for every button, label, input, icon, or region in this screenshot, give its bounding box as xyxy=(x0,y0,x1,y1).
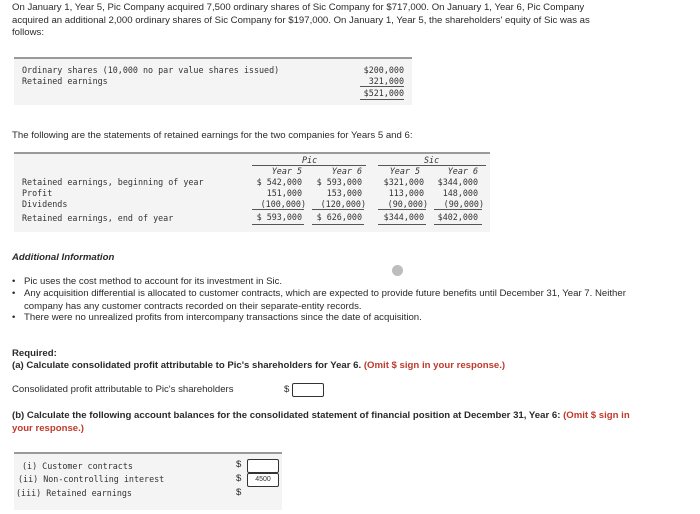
required-title: Required: xyxy=(12,348,57,359)
col-header-year: Year 6 xyxy=(331,166,362,176)
subtotal-rule xyxy=(312,209,364,210)
table-cell: 148,000 xyxy=(442,188,478,198)
part-a-label: Consolidated profit attributable to Pic's shareholders xyxy=(12,384,234,395)
part-b-item-label: (iii) Retained earnings xyxy=(16,488,132,498)
re-intro: The following are the statements of retained earnings for the two companies for Years 5 and 6: xyxy=(12,130,413,141)
equity-total: $521,000 xyxy=(363,88,404,98)
col-header-pic: Pic xyxy=(302,155,318,165)
info-bullet: Pic uses the cost method to account for its investment in Sic. xyxy=(24,276,283,287)
table-row-label: Dividends xyxy=(22,199,68,209)
bullet-marker: • xyxy=(12,276,16,287)
table-cell: $ 593,000 xyxy=(256,212,302,222)
subtotal-rule xyxy=(434,209,482,210)
subtotal-rule xyxy=(252,209,304,210)
equity-total-double-rule xyxy=(360,99,404,100)
intro-paragraph: On January 1, Year 5, Pic Company acquired 7,500 ordinary shares of Sic Company for $717,000. On January 1, Year 6, Pic Company acquired an additional 2,000 ordinary shares of Sic Company for $197,000. On January 1, Year 5, the shareholders' equity of Sic was as follows: xyxy=(12,2,590,39)
table-cell: (90,000) xyxy=(443,199,484,209)
part-b-item-label: (ii) Non-controlling interest xyxy=(18,474,165,484)
info-bullet: Any acquisition differential is allocated to customer contracts, which are expected to provide future benefits until December 31, Year 7. Neither company has any customer contracts recorded on their separate-entity records. xyxy=(24,288,626,312)
bullet-marker: • xyxy=(12,288,16,299)
equity-row-value: $200,000 xyxy=(363,65,404,75)
table-cell: $321,000 xyxy=(383,177,424,187)
part-a-question: (a) Calculate consolidated profit attributable to Pic's shareholders for Year 6. (Omit $ sign in your response.) xyxy=(12,360,506,371)
scroll-indicator-dot xyxy=(392,265,403,276)
part-b-item-label: (i) Customer contracts xyxy=(22,461,133,471)
table-cell: (90,000) xyxy=(387,199,428,209)
equity-row-value: 321,000 xyxy=(368,76,404,86)
equity-row-label: Ordinary shares (10,000 no par value shares issued) xyxy=(22,65,280,75)
col-header-year: Year 5 xyxy=(389,166,420,176)
omit-sign-note: (Omit $ sign in your response.) xyxy=(12,410,630,434)
table-cell: $ 542,000 xyxy=(256,177,302,187)
bullet-marker: • xyxy=(12,312,16,323)
equity-total-rule xyxy=(360,86,404,87)
total-double-rule xyxy=(252,224,304,225)
equity-row-label: Retained earnings xyxy=(22,76,108,86)
subtotal-rule xyxy=(378,209,426,210)
col-header-year: Year 6 xyxy=(447,166,478,176)
omit-sign-note: (Omit $ sign in your response.) xyxy=(363,360,506,371)
table-cell: 113,000 xyxy=(388,188,424,198)
table-cell: $ 593,000 xyxy=(316,177,362,187)
total-double-rule xyxy=(434,224,482,225)
total-double-rule xyxy=(312,224,364,225)
col-header-sic: Sic xyxy=(424,155,440,165)
currency-sign: $ xyxy=(284,384,290,395)
currency-sign: $ xyxy=(236,487,242,498)
part-b-question: (b) Calculate the following account balances for the consolidated statement of financial position at December 31, Year 6: (Omit $ sign in your response.) xyxy=(12,410,630,434)
col-header-year: Year 5 xyxy=(271,166,302,176)
table-cell: (120,000) xyxy=(320,199,366,209)
table-cell: 151,000 xyxy=(266,188,302,198)
customer-contracts-input[interactable] xyxy=(247,459,279,473)
table-cell: $344,000 xyxy=(437,177,478,187)
table-cell: $402,000 xyxy=(437,212,478,222)
currency-sign: $ xyxy=(236,473,242,484)
table-cell: $ 626,000 xyxy=(316,212,362,222)
non-controlling-interest-input[interactable]: 4500 xyxy=(247,473,279,487)
table-cell: 153,000 xyxy=(326,188,362,198)
table-cell: (100,000) xyxy=(260,199,306,209)
table-row-label: Profit xyxy=(22,188,53,198)
currency-sign: $ xyxy=(236,459,242,470)
part-a-answer-input[interactable] xyxy=(292,383,324,397)
table-row-label: Retained earnings, end of year xyxy=(22,213,174,223)
table-cell: $344,000 xyxy=(383,212,424,222)
info-bullet: There were no unrealized profits from intercompany transactions since the date of acquisition. xyxy=(24,312,422,323)
table-row-label: Retained earnings, beginning of year xyxy=(22,177,204,187)
additional-title: Additional Information xyxy=(12,252,115,263)
total-double-rule xyxy=(378,224,426,225)
